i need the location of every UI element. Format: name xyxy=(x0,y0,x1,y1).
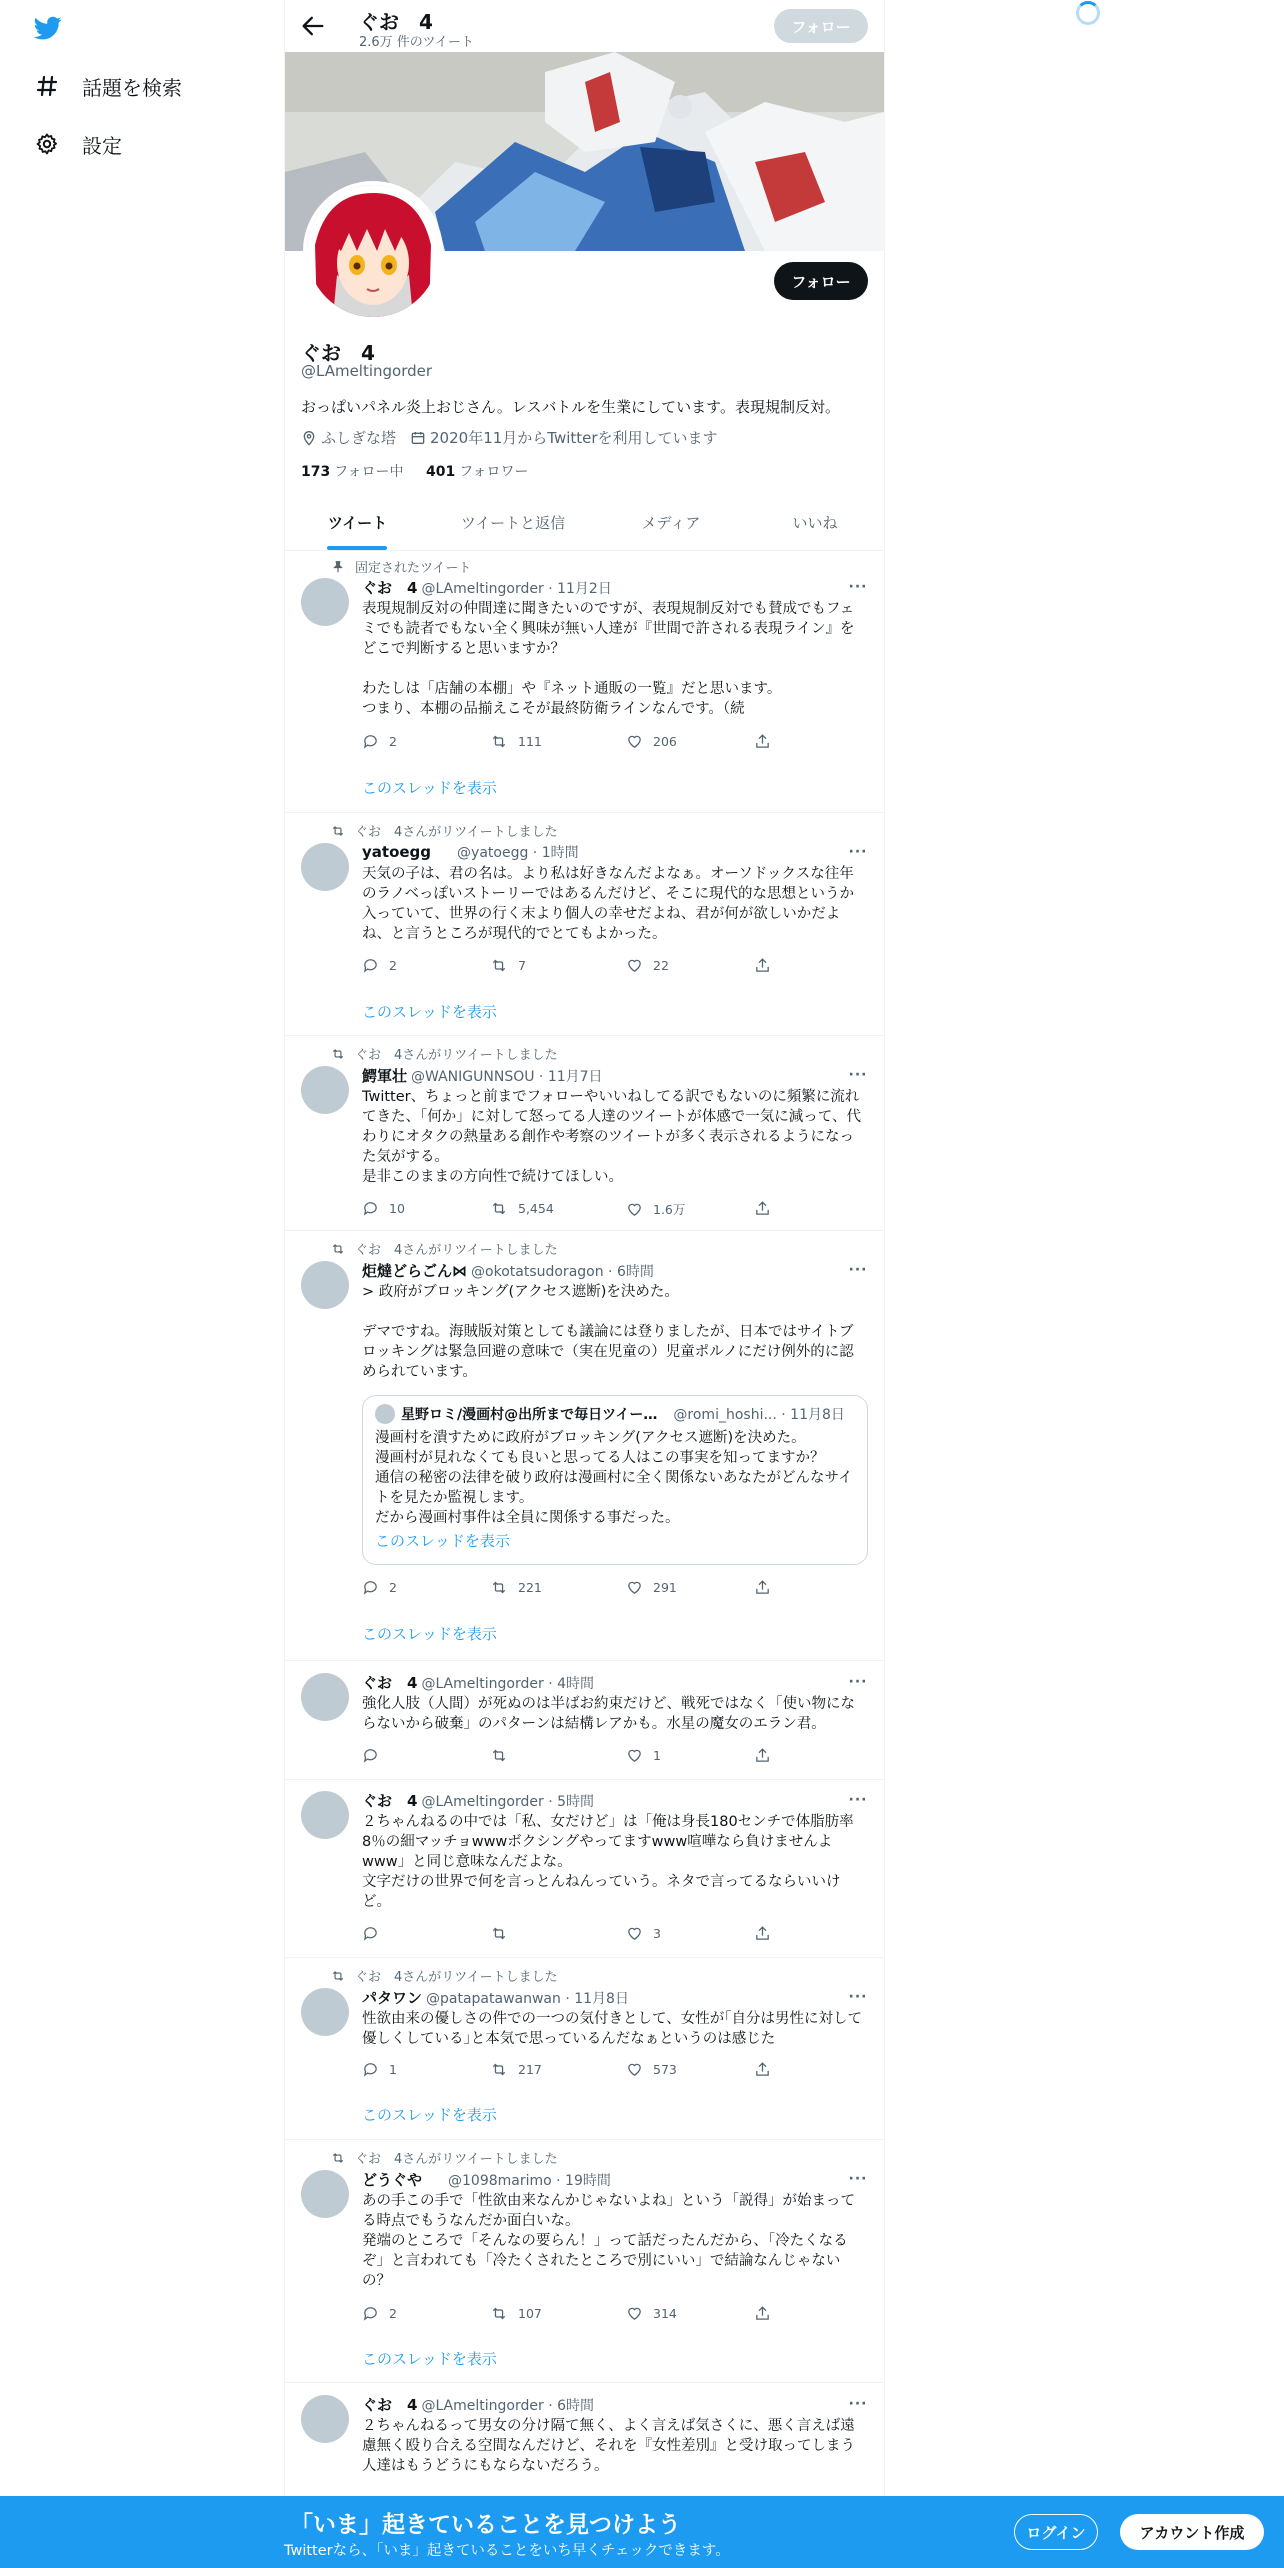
quoted-tweet[interactable] xyxy=(362,1395,868,1565)
quoted-author-handle: @romi_hoshi... · 11月8日 xyxy=(673,1407,845,1423)
signup-banner xyxy=(0,2496,1284,2568)
share-icon xyxy=(754,1579,771,1596)
tweet-author-handle[interactable]: @1098marimo · 19時間 xyxy=(448,2172,611,2189)
followers-label: フォロワー xyxy=(459,464,529,480)
reply-count: 2 xyxy=(389,958,397,973)
like-button[interactable] xyxy=(626,733,677,750)
reply-icon xyxy=(362,957,379,974)
more-options-icon[interactable]: ··· xyxy=(848,1989,868,2005)
share-icon xyxy=(754,957,771,974)
like-count: 291 xyxy=(653,1580,677,1595)
tweet-actions xyxy=(362,2061,802,2081)
hashtag-icon xyxy=(34,73,60,99)
retweet-icon xyxy=(490,957,508,974)
reply-count: 2 xyxy=(389,1580,397,1595)
heart-icon xyxy=(626,2305,643,2322)
share-button[interactable] xyxy=(754,1747,781,1764)
tweet-text: あの手この手で「性欲由来なんかじゃないよね」という「説得」が始まってる時点でもうなんだか面白いな。 発端のところで「そんなの要らん！」って話だったんだから、「冷たくなるぞ」と言われても「冷たくされたところで別にいい」で結論なんじゃないの？ xyxy=(362,2193,855,2289)
header-follow-button[interactable]: フォロー xyxy=(774,9,868,43)
share-icon xyxy=(754,1925,771,1942)
following-count: 173 xyxy=(301,464,331,480)
tweet-item[interactable] xyxy=(285,1231,884,1661)
profile-follow-stats xyxy=(301,461,529,481)
reply-button[interactable] xyxy=(362,1747,389,1764)
profile-joined-text: 2020年11月からTwitterを利用しています xyxy=(430,429,718,447)
nav-settings[interactable] xyxy=(34,124,122,164)
tweet-context xyxy=(331,1239,558,1258)
tweet-context-text: ぐお 4さんがリツイートしました xyxy=(355,1048,558,1063)
tweet-avatar[interactable] xyxy=(301,843,349,891)
retweet-icon xyxy=(490,1925,508,1942)
tweet-author-name[interactable]: どうぐや xyxy=(362,2171,423,2189)
tweet-avatar[interactable] xyxy=(301,2395,349,2443)
profile-location xyxy=(301,427,396,448)
reply-button[interactable] xyxy=(362,1925,389,1942)
tweet-author-name[interactable]: ぐお 4 xyxy=(362,579,418,597)
tweet-context-text: ぐお 4さんがリツイートしました xyxy=(355,1243,558,1258)
heart-icon xyxy=(626,2061,643,2078)
reply-icon xyxy=(362,1579,379,1596)
retweet-button[interactable] xyxy=(490,1925,518,1942)
tweet-text: ２ちゃんねるの中では「私、女だけど」は「俺は身長180センチで体脂肪率8％の細マッチョwwwボクシングやってますwww喧嘩なら負けませんよwww」と同じ意味なんだよな。 文字だけの世界で何を言っとんねんっていう。ネタで言ってるならいいけど。 xyxy=(362,1814,854,1910)
tweet-author-handle[interactable]: @LAmeltingorder · 11月2日 xyxy=(421,580,612,597)
calendar-icon xyxy=(410,430,426,446)
tweet-context-text: ぐお 4さんがリツイートしました xyxy=(355,2152,558,2167)
more-options-icon[interactable]: ··· xyxy=(848,1792,868,1808)
tweet-avatar[interactable] xyxy=(301,1066,349,1114)
heart-icon xyxy=(626,1579,643,1596)
like-button[interactable] xyxy=(626,2305,677,2322)
tweet-actions xyxy=(362,733,802,753)
twitter-logo-icon[interactable] xyxy=(32,14,64,42)
retweet-count: 221 xyxy=(518,1580,542,1595)
tweet-author-name[interactable]: ぐお 4 xyxy=(362,1792,418,1810)
heart-icon xyxy=(626,1925,643,1942)
share-button[interactable] xyxy=(754,733,781,750)
share-button[interactable] xyxy=(754,1200,781,1217)
show-thread-link[interactable]: このスレッドを表示 xyxy=(362,1625,497,1643)
tweet-item[interactable] xyxy=(285,813,884,1036)
tweet-author-handle[interactable]: @yatoegg · 1時間 xyxy=(457,845,579,861)
profile-location-text: ふしぎな塔 xyxy=(321,429,397,447)
reply-count: 2 xyxy=(389,2306,397,2321)
tweet-context xyxy=(331,2148,558,2167)
reply-icon xyxy=(362,1747,379,1764)
reply-button[interactable] xyxy=(362,1579,397,1596)
tweet-author-name[interactable]: yatoegg xyxy=(362,843,432,861)
tweet-author-handle[interactable]: @LAmeltingorder · 4時間 xyxy=(421,1675,595,1692)
tweet-actions xyxy=(362,1747,802,1767)
tweet-actions xyxy=(362,1200,802,1220)
tweet-text: Twitter、ちょっと前までフォローやいいねしてる訳でもないのに頻繁に流れてきた、「何か」に対して怒ってる人達のツイートが体感で一気に減って、代わりにオタクの熱量ある創作や考察のツイートが多く表示されるようになった気がする。 是非このままの方向性で続けてほしい。 xyxy=(362,1089,861,1185)
tweet-header xyxy=(362,1260,868,1281)
reply-button[interactable] xyxy=(362,733,397,750)
quoted-author-name: 星野ロミ/漫画村@出所まで毎日ツイー… xyxy=(401,1407,658,1423)
tweet-header xyxy=(362,1065,868,1086)
retweet-button[interactable] xyxy=(490,2305,542,2322)
reply-count: 1 xyxy=(389,2062,397,2077)
share-icon xyxy=(754,1200,771,1217)
reply-button[interactable] xyxy=(362,1200,405,1217)
tweet-author-name[interactable]: ぐお 4 xyxy=(362,1674,418,1692)
profile-header-bar xyxy=(285,0,884,52)
retweet-button[interactable] xyxy=(490,1579,542,1596)
tweet-context-text: ぐお 4さんがリツイートしました xyxy=(355,825,558,840)
nav-settings-label: 設定 xyxy=(82,133,122,158)
main-column xyxy=(284,0,885,2568)
tweet-header xyxy=(362,2394,868,2415)
tab-media[interactable]: メディア xyxy=(641,514,701,532)
tweet-avatar[interactable] xyxy=(301,1791,349,1839)
tweet-text: 天気の子は、君の名は。より私は好きなんだよなぁ。オーソドックスな往年のラノベっぽいストーリーではあるんだけど、そこに現代的な思想というか入っていて、世界の行く末より個人の幸せだよね、君が何が欲しいかだよね、と言うところが現代的でとてもよかった。 xyxy=(362,866,854,942)
pin-icon xyxy=(331,560,345,574)
profile-handle: @LAmeltingorder xyxy=(301,362,433,380)
profile-name: ぐお 4 xyxy=(301,341,375,365)
tweet-author-name[interactable]: パタワン xyxy=(362,1989,423,2007)
signup-button[interactable]: アカウント作成 xyxy=(1120,2514,1264,2550)
like-button[interactable] xyxy=(626,957,669,974)
retweet-icon xyxy=(490,1579,508,1596)
quoted-tweet-text: 漫画村を潰すために政府がブロッキング(アクセス遮断)を決めた。 漫画村が見れなくても良いと思ってる人はこの事実を知ってますか？ 通信の秘密の法律を破り政府は漫画村に全く関係ないあなたがどんなサイトを見たか監視します。 だから漫画村事件は全員に関係する事だった。 xyxy=(375,1430,853,1526)
nav-explore-label: 話題を検索 xyxy=(82,75,182,100)
retweet-icon xyxy=(490,1200,508,1217)
retweet-icon xyxy=(331,824,345,838)
share-icon xyxy=(754,733,771,750)
reply-icon xyxy=(362,2305,379,2322)
tweet-text: > 政府がブロッキング(アクセス遮断)を決めた。 デマですね。海賊版対策としても議論には登りましたが、日本ではサイトブロッキングは緊急回避の意味で（実在児童の）児童ポルノにだけ例外的に認められています。 xyxy=(362,1284,854,1380)
tweet-actions xyxy=(362,2305,802,2325)
tab-tweets-and-replies[interactable]: ツイートと返信 xyxy=(460,514,566,532)
heart-icon xyxy=(626,733,643,750)
tweet-header xyxy=(362,1790,868,1811)
show-thread-link[interactable]: このスレッドを表示 xyxy=(362,779,497,797)
tweet-text: ２ちゃんねるって男女の分け隔て無く、よく言えば気さくに、悪く言えば遠慮無く殴り合える空間なんだけど、それを『女性差別』と受け取ってしまう人達はもうどうにもならないだろう。 xyxy=(362,2418,855,2474)
quoted-tweet-header xyxy=(375,1404,855,1424)
tweet-text: 強化人肢（人間）が死ぬのは半ばお約束だけど、戦死ではなく「使い物にならないから破棄」のパターンは結構レアかも。水星の魔女のエラン君。 xyxy=(362,1696,855,1732)
tweet-actions xyxy=(362,1925,802,1945)
tweet-avatar[interactable] xyxy=(301,1261,349,1309)
tweet-text: 表現規制反対の仲間達に聞きたいのですが、表現規制反対でも賛成でもフェミでも読者でもない全く興味が無い人達が『世間で許される表現ライン』をどこで判断すると思いますか？ わたしは「店舗の本棚」や『ネット通販の一覧』だと思います。 つまり、本棚の品揃えこそが最終防衛ラインなんです。（続 xyxy=(362,601,855,717)
retweet-icon xyxy=(331,2151,345,2165)
like-count: 314 xyxy=(653,2306,677,2321)
tweet-item[interactable] xyxy=(285,551,884,813)
tweet-header xyxy=(362,1672,868,1693)
like-count: 3 xyxy=(653,1926,661,1941)
tweet-header xyxy=(362,577,868,598)
tweet-item[interactable] xyxy=(285,1780,884,1958)
share-icon xyxy=(754,1747,771,1764)
login-button[interactable]: ログイン xyxy=(1014,2514,1098,2550)
tweet-avatar[interactable] xyxy=(301,578,349,626)
tweet-author-name[interactable]: 鰐軍壮 xyxy=(362,1067,408,1085)
show-thread-link[interactable]: このスレッドを表示 xyxy=(362,1003,497,1021)
show-thread-link[interactable]: このスレッドを表示 xyxy=(362,2106,497,2124)
tweet-author-handle[interactable]: @WANIGUNNSOU · 11月7日 xyxy=(411,1068,603,1085)
like-button[interactable] xyxy=(626,1925,661,1942)
followers-link[interactable] xyxy=(426,464,529,480)
following-link[interactable] xyxy=(301,464,404,480)
gear-icon xyxy=(34,131,60,157)
tweet-avatar[interactable] xyxy=(301,1988,349,2036)
like-count: 22 xyxy=(653,958,669,973)
show-thread-link[interactable]: このスレッドを表示 xyxy=(362,2350,497,2368)
reply-count: 10 xyxy=(389,1201,405,1216)
tweet-actions xyxy=(362,1579,802,1599)
tweet-avatar[interactable] xyxy=(301,2170,349,2218)
header-profile-name: ぐお 4 xyxy=(359,10,433,34)
tweet-actions xyxy=(362,957,802,977)
retweet-count: 107 xyxy=(518,2306,542,2321)
tweet-context-text: ぐお 4さんがリツイートしました xyxy=(355,1970,558,1985)
tweet-header xyxy=(362,1987,868,2008)
retweet-button[interactable] xyxy=(490,2061,542,2078)
retweet-icon xyxy=(490,733,508,750)
reply-button[interactable] xyxy=(362,957,397,974)
signup-banner-subtitle: Twitterなら、「いま」起きていることをいち早くチェックできます。 xyxy=(284,2543,730,2559)
more-options-icon[interactable]: ··· xyxy=(848,1674,868,1690)
location-pin-icon xyxy=(301,430,317,446)
tweet-author-name[interactable]: ぐお 4 xyxy=(362,2396,418,2414)
more-options-icon[interactable]: ··· xyxy=(848,2171,868,2187)
quoted-tweet-avatar xyxy=(375,1404,395,1424)
reply-icon xyxy=(362,2061,379,2078)
following-label: フォロー中 xyxy=(334,464,404,480)
profile-tabs xyxy=(285,498,884,551)
reply-button[interactable] xyxy=(362,2061,397,2078)
retweet-icon xyxy=(490,2061,508,2078)
retweet-icon xyxy=(490,1747,508,1764)
reply-icon xyxy=(362,733,379,750)
quoted-show-thread-link[interactable]: このスレッドを表示 xyxy=(375,1532,510,1550)
follow-button[interactable]: フォロー xyxy=(774,262,868,300)
retweet-icon xyxy=(331,1969,345,1983)
followers-count: 401 xyxy=(426,464,456,480)
like-count: 573 xyxy=(653,2062,677,2077)
tweet-author-name[interactable]: 炬燵どらごん⋈ xyxy=(362,1262,468,1280)
heart-icon xyxy=(626,1747,643,1764)
share-button[interactable] xyxy=(754,1579,781,1596)
share-button[interactable] xyxy=(754,1925,781,1942)
share-button[interactable] xyxy=(754,2305,781,2322)
reply-icon xyxy=(362,1200,379,1217)
retweet-button[interactable] xyxy=(490,1200,554,1217)
reply-count: 2 xyxy=(389,734,397,749)
loading-spinner-icon xyxy=(1076,1,1100,25)
tweet-item[interactable] xyxy=(285,1661,884,1780)
tweet-author-handle[interactable]: @LAmeltingorder · 5時間 xyxy=(421,1793,595,1810)
tweet-context xyxy=(331,1966,558,1985)
heart-icon xyxy=(626,1201,643,1218)
active-tab-indicator xyxy=(327,546,387,550)
more-options-icon[interactable]: ··· xyxy=(848,1067,868,1083)
tab-tweets[interactable]: ツイート xyxy=(327,514,388,532)
tweet-text: 性欲由来の優しさの件での一つの気付きとして、女性が｢自分は男性に対して優しくしている｣と本気で思っているんだなぁというのは感じた xyxy=(362,2011,862,2047)
profile-meta xyxy=(301,427,732,448)
profile-avatar[interactable] xyxy=(303,181,443,321)
heart-icon xyxy=(626,957,643,974)
tweet-author-handle[interactable]: @patapatawanwan · 11月8日 xyxy=(426,1990,629,2007)
retweet-icon xyxy=(490,2305,508,2322)
header-tweet-count: 2.6万 件のツイート xyxy=(359,35,474,50)
retweet-icon xyxy=(331,1242,345,1256)
retweet-count: 7 xyxy=(518,958,526,973)
like-count: 1.6万 xyxy=(653,1202,686,1217)
tweet-context-text: 固定されたツイート xyxy=(355,561,472,576)
profile-joined xyxy=(410,427,718,448)
more-options-icon[interactable]: ··· xyxy=(848,844,868,860)
tab-likes[interactable]: いいね xyxy=(792,514,838,532)
reply-button[interactable] xyxy=(362,2305,397,2322)
tweet-header xyxy=(362,842,868,862)
tweet-context xyxy=(331,821,558,840)
more-options-icon[interactable]: ··· xyxy=(848,2396,868,2412)
tweet-header xyxy=(362,2169,868,2190)
tweet-avatar[interactable] xyxy=(301,1673,349,1721)
retweet-button[interactable] xyxy=(490,1747,518,1764)
like-button[interactable] xyxy=(626,1579,677,1596)
retweet-icon xyxy=(331,1047,345,1061)
share-icon xyxy=(754,2305,771,2322)
retweet-button[interactable] xyxy=(490,733,542,750)
profile-bio: おっぱいパネル炎上おじさん。レスバトルを生業にしています。表現規制反対。 xyxy=(301,398,840,416)
retweet-count: 5,454 xyxy=(518,1201,554,1216)
tweet-item[interactable] xyxy=(285,2140,884,2383)
more-options-icon[interactable]: ··· xyxy=(848,1262,868,1278)
retweet-button[interactable] xyxy=(490,957,526,974)
like-button[interactable] xyxy=(626,1747,661,1764)
nav-explore[interactable] xyxy=(34,66,182,106)
more-options-icon[interactable]: ··· xyxy=(848,579,868,595)
share-icon xyxy=(754,2061,771,2078)
tweet-author-handle[interactable]: @LAmeltingorder · 6時間 xyxy=(421,2397,595,2414)
reply-icon xyxy=(362,1925,379,1942)
like-count: 206 xyxy=(653,734,677,749)
tweet-item[interactable] xyxy=(285,1958,884,2140)
signup-banner-title: 「いま」起きていることを見つけよう xyxy=(290,2512,681,2538)
like-count: 1 xyxy=(653,1748,661,1763)
tweet-author-handle[interactable]: @okotatsudoragon · 6時間 xyxy=(471,1263,654,1280)
retweet-count: 217 xyxy=(518,2062,542,2077)
like-button[interactable] xyxy=(626,1200,685,1218)
tweet-context xyxy=(331,557,471,576)
share-button[interactable] xyxy=(754,957,781,974)
back-arrow-icon[interactable] xyxy=(299,12,327,40)
share-button[interactable] xyxy=(754,2061,781,2078)
retweet-count: 111 xyxy=(518,734,542,749)
tweet-context xyxy=(331,1044,558,1063)
like-button[interactable] xyxy=(626,2061,677,2078)
tweet-item[interactable] xyxy=(285,1036,884,1231)
